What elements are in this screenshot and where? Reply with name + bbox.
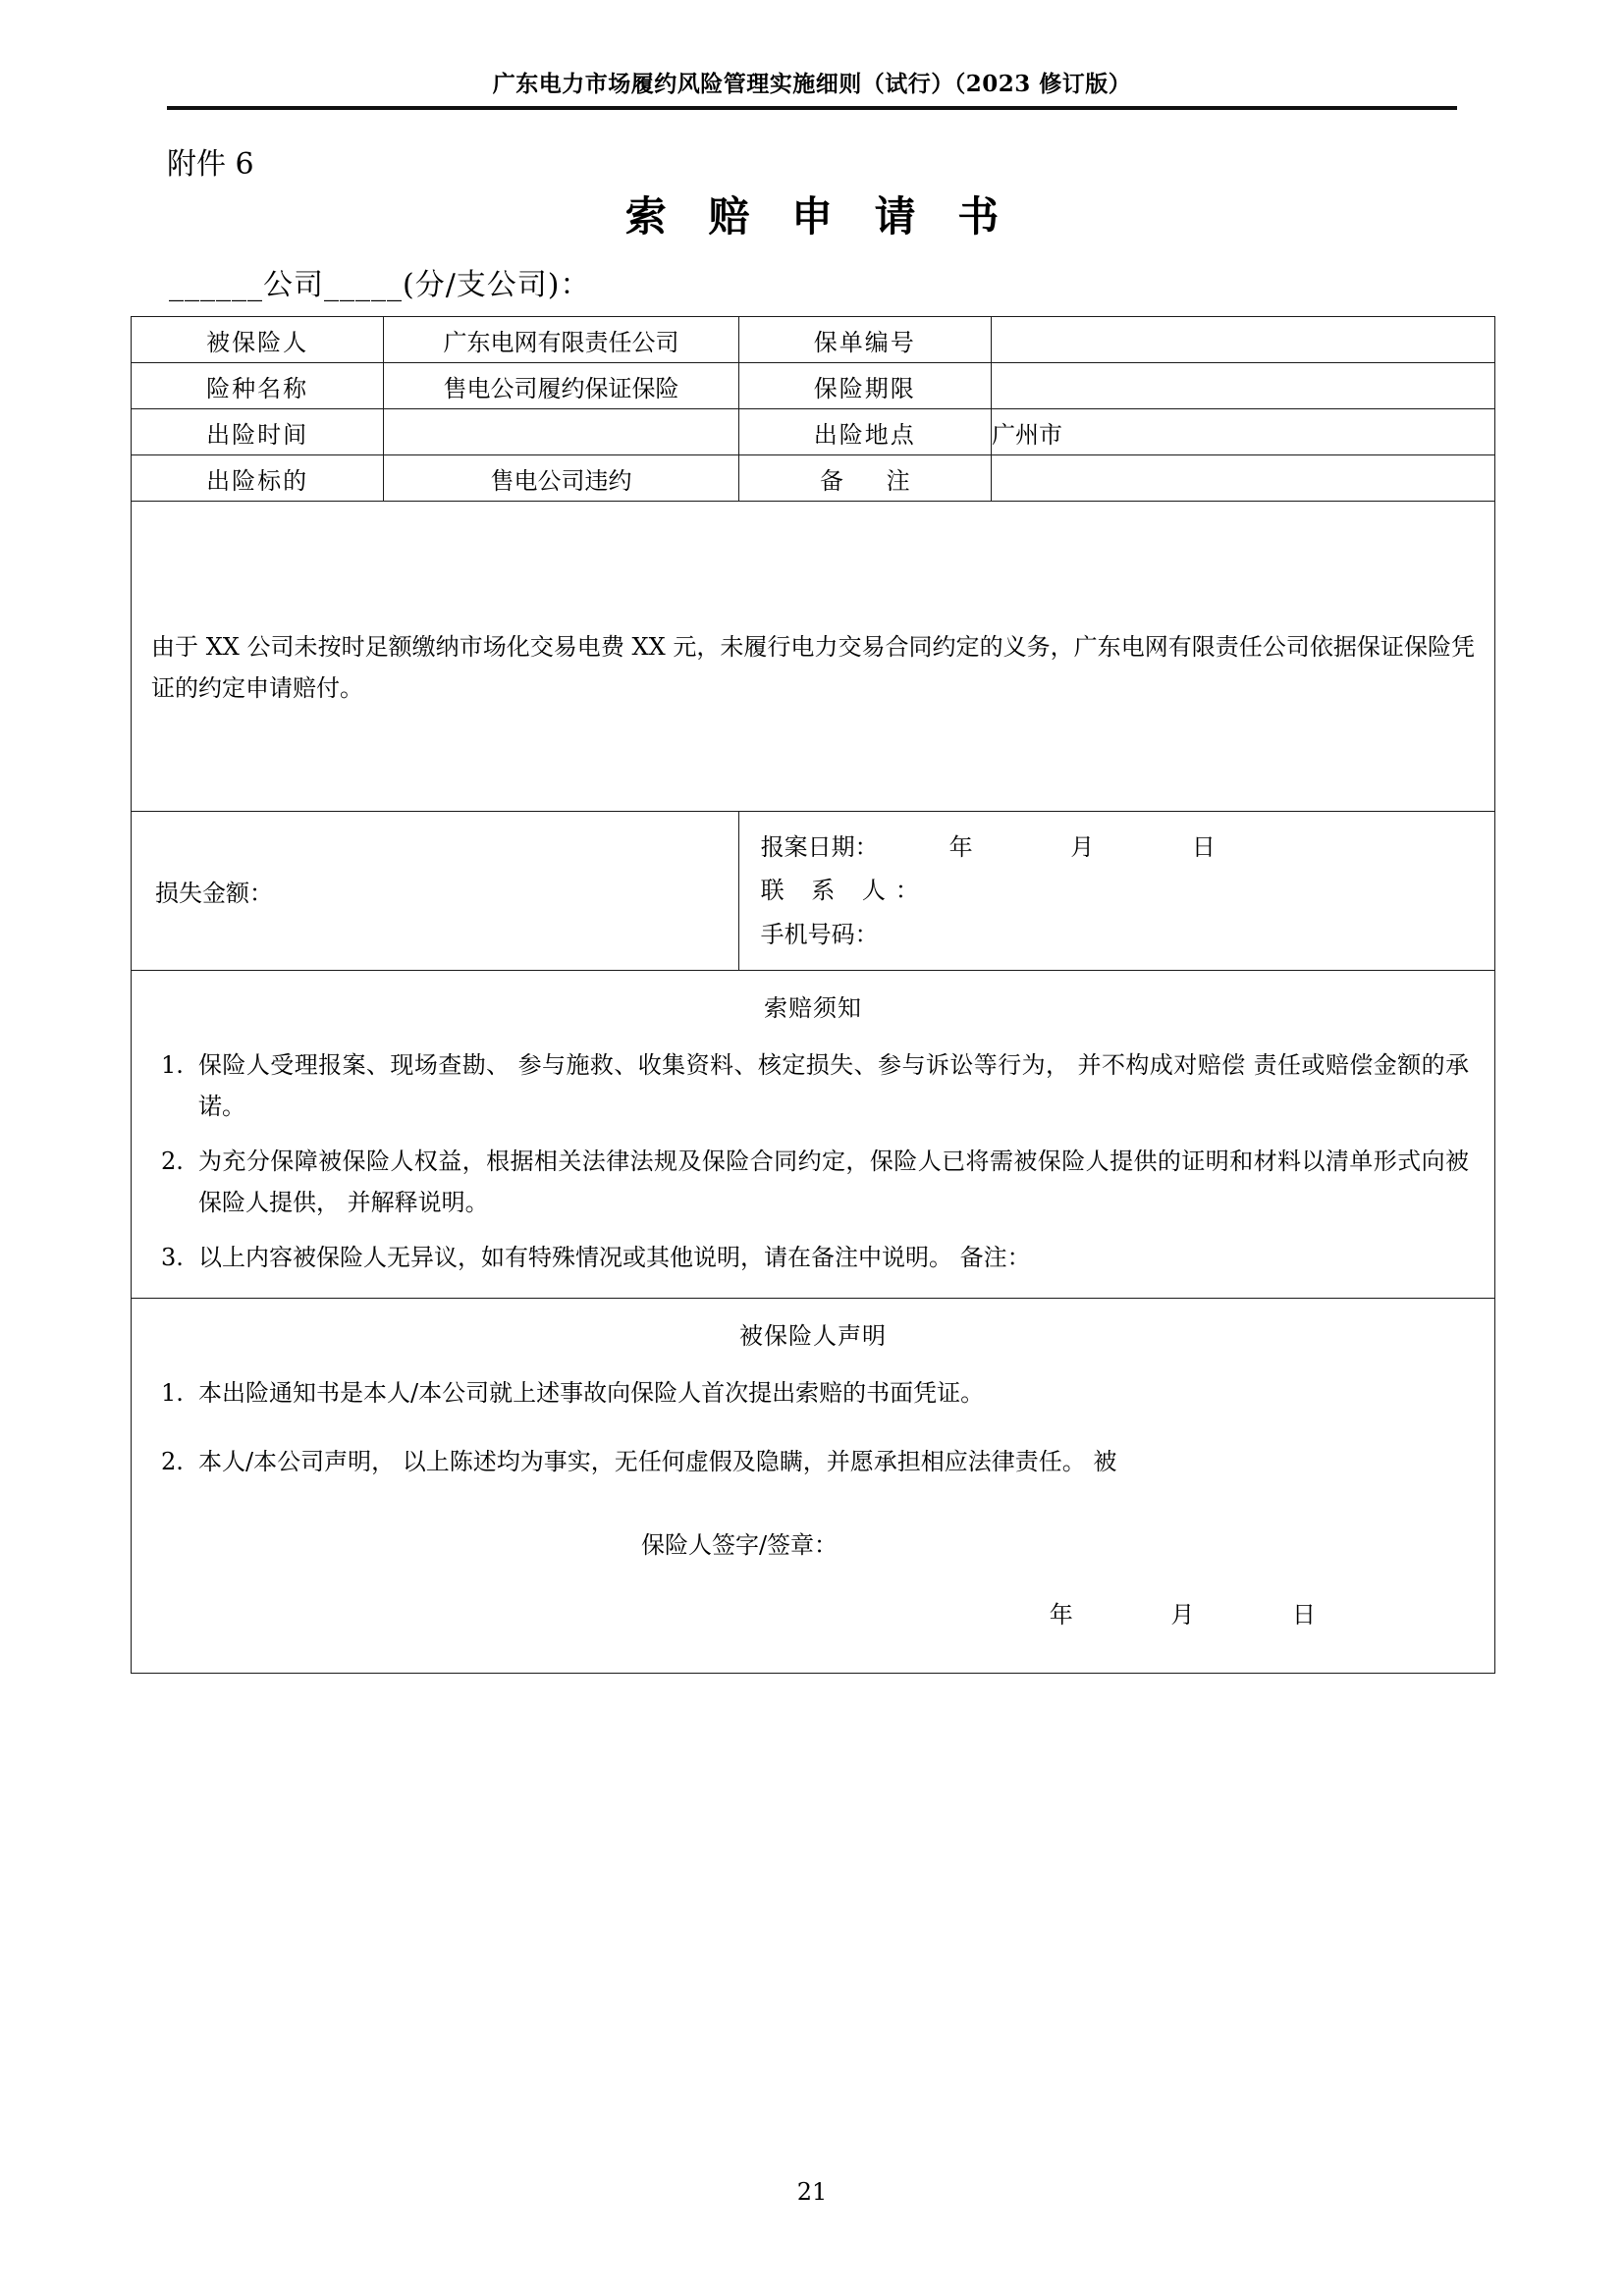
table-row <box>132 971 1495 1299</box>
running-header <box>167 71 1457 110</box>
table-row <box>132 363 1495 409</box>
report-info-block <box>738 812 1494 971</box>
field-label-incident-subject: 出险标的 <box>132 455 384 502</box>
table-row <box>132 812 1495 971</box>
claim-notice-section <box>132 971 1495 1299</box>
list-item-number: 2. <box>161 1448 184 1476</box>
header-divider <box>167 106 1457 110</box>
list-item-number: 3. <box>161 1244 184 1272</box>
list-item-text: 本出险通知书是本人/本公司就上述事故向保险人首次提出索赔的书面凭证。 <box>198 1379 985 1408</box>
field-label-insurance-type: 险种名称 <box>132 363 384 409</box>
table-row <box>132 502 1495 812</box>
field-value-incident-subject[interactable]: 售电公司违约 <box>384 455 738 502</box>
field-label-incident-time: 出险时间 <box>132 409 384 455</box>
declaration-list <box>157 1372 1469 1482</box>
field-value-incident-place[interactable]: 广州市 <box>991 409 1494 455</box>
list-item <box>157 1141 1469 1223</box>
incident-narrative-text[interactable]: 由于 XX 公司未按时足额缴纳市场化交易电费 XX 元，未履行电力交易合同约定的义务，广东电网有限责任公司依据保证保险凭证的约定申请赔付。 <box>132 502 1495 812</box>
table-row <box>132 455 1495 502</box>
field-value-policy-number[interactable] <box>991 317 1494 363</box>
signature-label[interactable]: 保险人签字/签章： <box>640 1531 839 1560</box>
list-item-number: 1. <box>161 1051 184 1080</box>
field-label-policy-number: 保单编号 <box>738 317 991 363</box>
salutation-line: ______公司_____(分/支公司)： <box>169 268 591 302</box>
list-item-number: 2. <box>161 1148 184 1176</box>
table-row <box>132 317 1495 363</box>
field-value-remark[interactable] <box>991 455 1494 502</box>
list-item-text: 以上内容被保险人无异议，如有特殊情况或其他说明，请在备注中说明。 备注： <box>198 1244 1031 1272</box>
list-item <box>157 1441 1469 1482</box>
field-value-insured[interactable]: 广东电网有限责任公司 <box>384 317 738 363</box>
field-label-insurance-period: 保险期限 <box>738 363 991 409</box>
list-item <box>157 1044 1469 1127</box>
signature-date-ymd[interactable]: 年 月 日 <box>1049 1601 1361 1629</box>
list-item-text: 保险人受理报案、现场查勘、 参与施救、收集资料、核定损失、参与诉讼等行为， 并不构成对赔偿 责任或赔偿金额的承诺。 <box>198 1051 1469 1121</box>
contact-person-label: 联 系 人： <box>760 877 929 905</box>
page-number: 21 <box>796 2178 828 2206</box>
contact-row <box>761 869 1494 912</box>
mobile-number-label: 手机号码： <box>760 920 879 948</box>
claim-form-table <box>131 316 1495 1674</box>
declaration-section <box>132 1299 1495 1674</box>
claim-notice-heading: 索赔须知 <box>764 994 862 1023</box>
report-date-label: 报案日期： <box>760 833 879 861</box>
running-header-title: 广东电力市场履约风险管理实施细则（试行）（2023 修订版） <box>492 71 1132 97</box>
field-value-insurance-period[interactable] <box>991 363 1494 409</box>
list-item-text: 本人/本公司声明， 以上陈述均为事实，无任何虚假及隐瞒，并愿承担相应法律责任。 被 <box>198 1448 1117 1476</box>
field-value-incident-time[interactable] <box>384 409 738 455</box>
mobile-row <box>761 913 1494 956</box>
list-item <box>157 1237 1469 1278</box>
list-item-text: 为充分保障被保险人权益，根据相关法律法规及保险合同约定，保险人已将需被保险人提供的证明和材料以清单形式向被保险人提供， 并解释说明。 <box>198 1148 1469 1217</box>
field-label-remark: 备 注 <box>738 455 991 502</box>
loss-amount-field[interactable]: 损失金额： <box>132 812 739 971</box>
field-label-incident-place: 出险地点 <box>738 409 991 455</box>
declaration-heading: 被保险人声明 <box>739 1322 887 1351</box>
list-item-number: 1. <box>161 1379 184 1408</box>
page-title: 索 赔 申 请 书 <box>624 192 1013 240</box>
field-label-insured: 被保险人 <box>132 317 384 363</box>
table-row <box>132 409 1495 455</box>
list-item <box>157 1372 1469 1414</box>
report-date-ymd[interactable]: 年 月 日 <box>948 833 1261 861</box>
claim-notice-list <box>157 1044 1469 1278</box>
table-row <box>132 1299 1495 1674</box>
report-date-row <box>761 826 1494 869</box>
field-value-insurance-type[interactable]: 售电公司履约保证保险 <box>384 363 738 409</box>
attachment-label: 附件 6 <box>167 147 254 182</box>
